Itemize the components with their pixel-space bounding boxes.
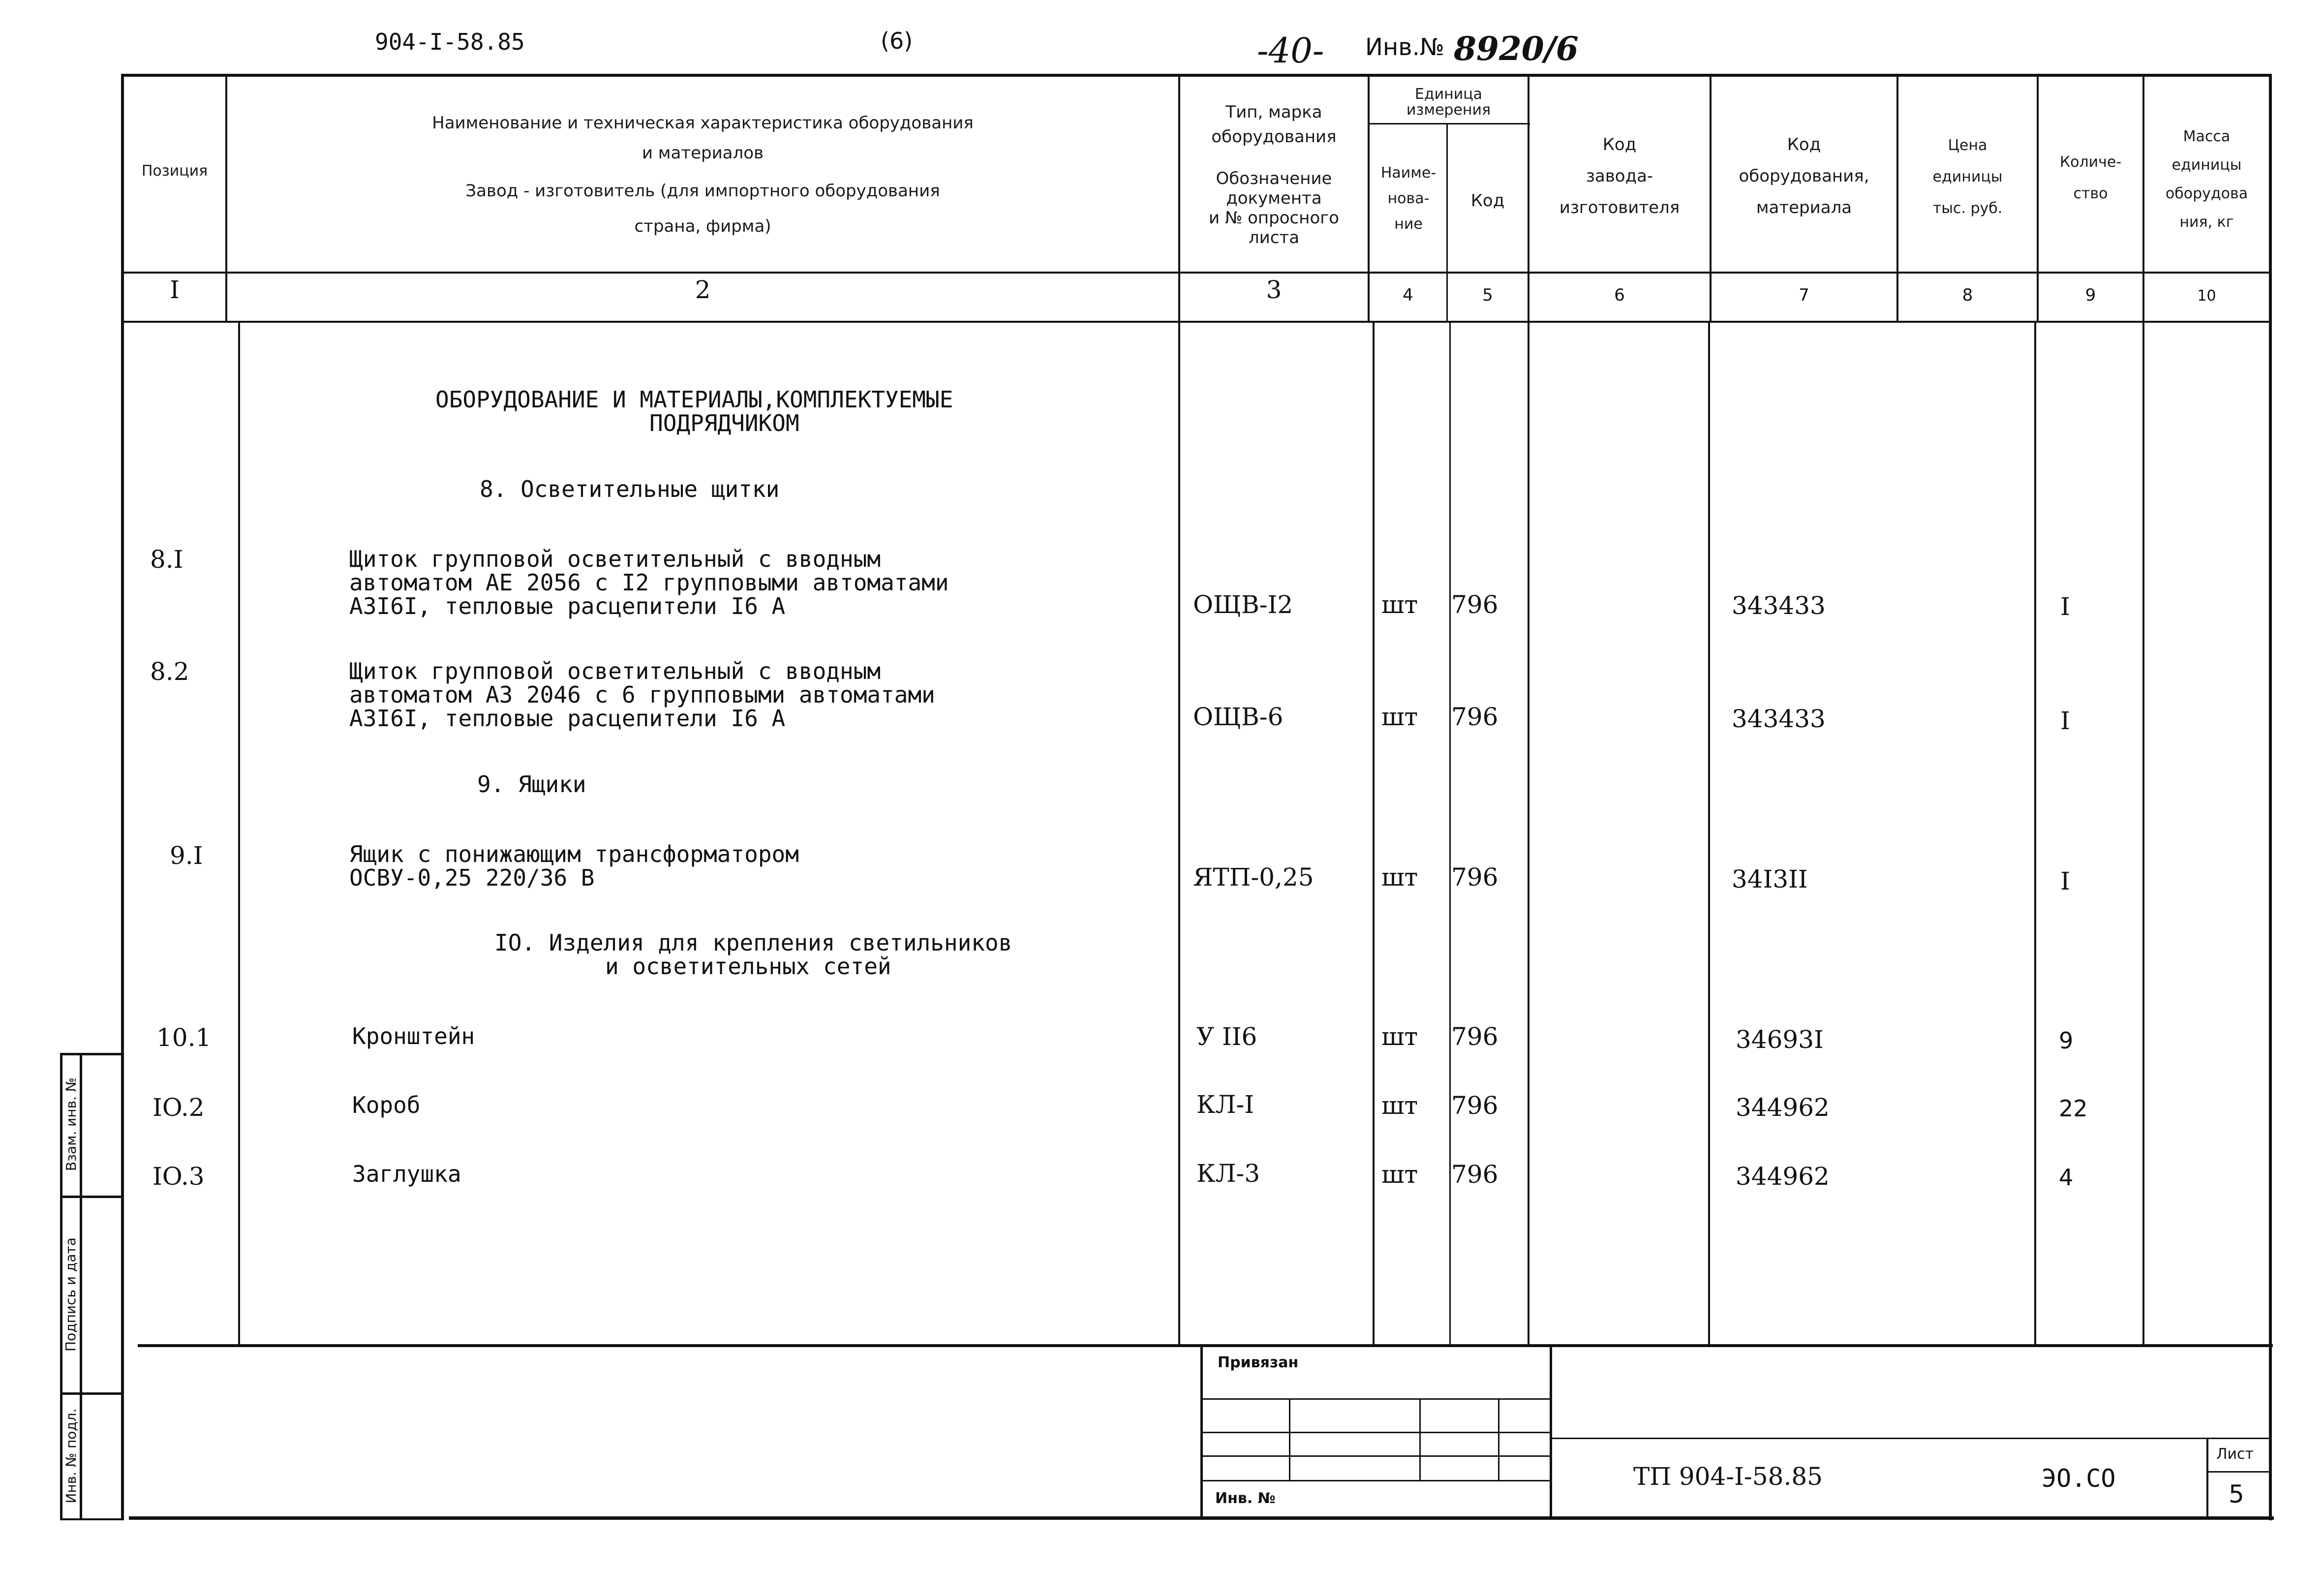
side-label-original-inv: Инв. № подл. bbox=[63, 1408, 79, 1504]
row-unit: шт bbox=[1381, 1022, 1418, 1051]
row-equipment-code: 34693I bbox=[1736, 1025, 1824, 1054]
row-unit-code: 796 bbox=[1451, 590, 1498, 619]
row-quantity: I bbox=[2060, 867, 2070, 895]
col-number: 2 bbox=[695, 276, 711, 304]
stamp-sheet-number: 5 bbox=[2229, 1480, 2244, 1508]
row-unit: шт bbox=[1381, 703, 1418, 731]
row-unit-code: 796 bbox=[1451, 703, 1498, 731]
row-position: 9.I bbox=[170, 841, 203, 870]
col-number: 9 bbox=[2085, 285, 2096, 305]
row-unit: шт bbox=[1381, 1160, 1418, 1189]
row-unit-code: 796 bbox=[1451, 1091, 1498, 1120]
row-type: ЯТП-0,25 bbox=[1193, 863, 1314, 892]
stamp-document-code: ТП 904-I-58.85 bbox=[1633, 1462, 1823, 1491]
col-number: 6 bbox=[1614, 285, 1625, 305]
row-type: ОЩВ-6 bbox=[1193, 703, 1284, 731]
row-position: IO.2 bbox=[153, 1093, 205, 1122]
row-description: Заглушка bbox=[352, 1161, 461, 1187]
row-position: 8.2 bbox=[150, 657, 189, 686]
stamp-sheet-label: Лист bbox=[2216, 1446, 2254, 1463]
row-equipment-code: 34I3II bbox=[1732, 865, 1808, 893]
stamp-inv-label: Инв. № bbox=[1215, 1490, 1276, 1507]
col-number: 5 bbox=[1482, 285, 1493, 305]
row-quantity: I bbox=[2060, 592, 2070, 621]
row-type: У II6 bbox=[1196, 1022, 1257, 1051]
row-equipment-code: 344962 bbox=[1736, 1162, 1830, 1191]
col-number: I bbox=[170, 276, 180, 304]
row-quantity: 22 bbox=[2059, 1095, 2088, 1122]
side-label-replaced-inv: Взам. инв. № bbox=[63, 1077, 79, 1171]
row-position: 8.I bbox=[150, 545, 183, 574]
section-heading-10: IO. Изделия для крепления светильников и осветительных сетей bbox=[494, 929, 1012, 980]
col-number: 7 bbox=[1799, 285, 1809, 305]
row-unit: шт bbox=[1381, 863, 1418, 892]
section-heading-9: 9. Ящики bbox=[477, 771, 586, 798]
row-equipment-code: 343433 bbox=[1732, 705, 1826, 733]
row-quantity: 4 bbox=[2059, 1164, 2074, 1191]
row-description: Кронштейн bbox=[352, 1023, 475, 1049]
section-title: ОБОРУДОВАНИЕ И МАТЕРИАЛЫ,КОМПЛЕКТУЕМЫЕ ПОДРЯДЧИКОМ bbox=[435, 386, 953, 436]
row-quantity: 9 bbox=[2059, 1027, 2074, 1054]
row-position: IO.3 bbox=[153, 1162, 205, 1191]
side-label-signature-date: Подпись и дата bbox=[62, 1237, 79, 1352]
row-position: 10.1 bbox=[156, 1023, 212, 1052]
stamp-drawing-code: ЭО.СО bbox=[2042, 1464, 2116, 1493]
row-description: Короб bbox=[352, 1092, 421, 1118]
row-unit-code: 796 bbox=[1451, 1022, 1498, 1051]
row-description: Щиток групповой осветительный с вводным автоматом АЕ 2056 с I2 групповыми автоматами A3I6I, тепловые расцепители I6 A bbox=[349, 546, 949, 619]
row-equipment-code: 343433 bbox=[1732, 591, 1826, 620]
col-number: 10 bbox=[2197, 287, 2216, 305]
row-description: Щиток групповой осветительный с вводным автоматом АЗ 2046 с 6 групповыми автоматами A3I6I, тепловые расцепители I6 A bbox=[349, 658, 935, 732]
stamp-attached-label: Привязан bbox=[1218, 1354, 1299, 1371]
row-unit-code: 796 bbox=[1451, 1160, 1498, 1189]
row-type: КЛ-3 bbox=[1196, 1159, 1260, 1188]
doc-code-top: 904-I-58.85 bbox=[375, 29, 525, 55]
inv-number: 8920/6 bbox=[1454, 30, 1579, 68]
sheet-mark: (6) bbox=[881, 28, 913, 54]
row-unit: шт bbox=[1381, 590, 1418, 619]
col-number: 4 bbox=[1403, 285, 1413, 305]
row-equipment-code: 344962 bbox=[1736, 1093, 1830, 1122]
col-number: 3 bbox=[1266, 276, 1282, 304]
row-unit-code: 796 bbox=[1451, 863, 1498, 892]
header-position: Позиция bbox=[141, 162, 208, 180]
row-description: Ящик с понижающим трансформатором ОСВУ-0,25 220/36 В bbox=[349, 841, 799, 891]
row-type: КЛ-I bbox=[1196, 1090, 1254, 1119]
row-type: ОЩВ-I2 bbox=[1193, 590, 1293, 619]
row-unit: шт bbox=[1381, 1091, 1418, 1120]
page-mark: -40- bbox=[1257, 31, 1324, 71]
inv-label: Инв.№ bbox=[1365, 33, 1444, 61]
row-quantity: I bbox=[2060, 707, 2070, 735]
col-number: 8 bbox=[1962, 285, 1973, 305]
section-heading-8: 8. Осветительные щитки bbox=[480, 476, 780, 502]
